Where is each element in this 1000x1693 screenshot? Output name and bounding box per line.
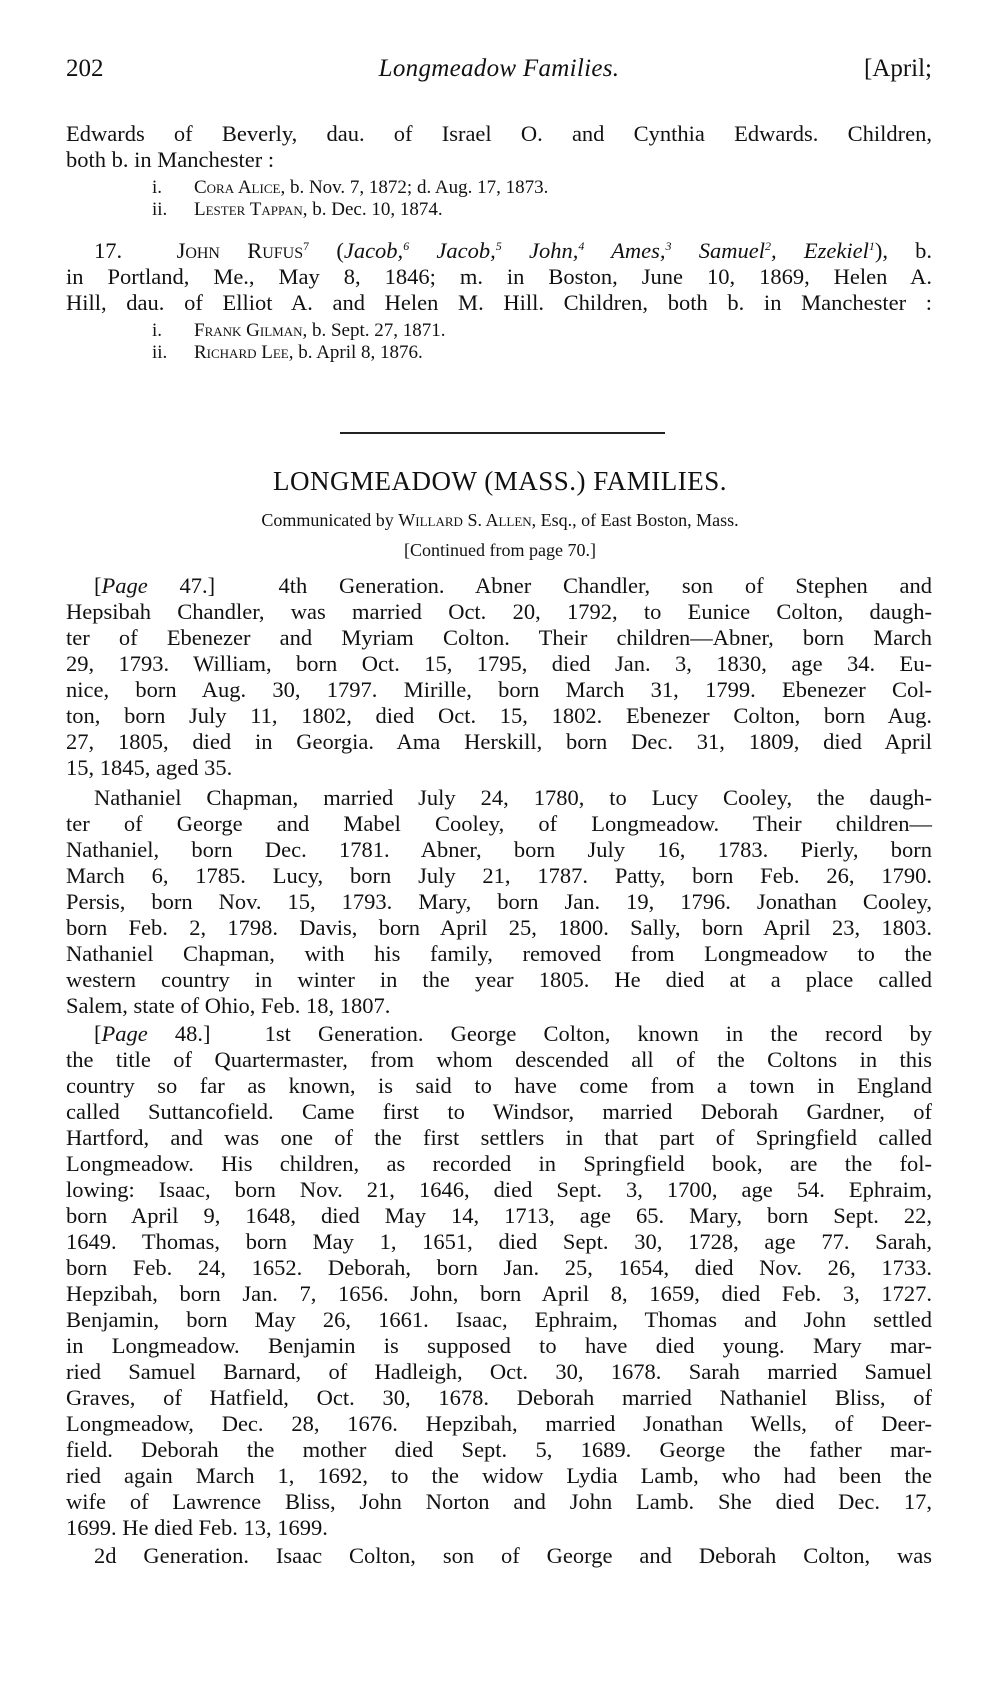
text-line: ton, born July 11, 1802, died Oct. 15, 1802. Ebenezer Colton, born Aug.	[66, 703, 932, 728]
text-line: in Longmeadow. Benjamin is supposed to have died young. Mary mar-	[66, 1333, 932, 1358]
lineage: Jacob,$^6$ Jacob,$^5$ John,$^4$ Ames,$^3$ Samuel$^2$, Ezekiel$^1$	[343, 238, 875, 263]
text-line: Nathaniel, born Dec. 1781. Abner, born July 16, 1783. Pierly, born	[66, 837, 932, 862]
text-line: nice, born Aug. 30, 1797. Mirille, born March 31, 1799. Ebenezer Col-	[66, 677, 932, 702]
section-divider	[340, 432, 665, 434]
text-line: wife of Lawrence Bliss, John Norton and John Lamb. She died Dec. 17,	[66, 1489, 932, 1514]
text-line: Hepzibah, born Jan. 7, 1656. John, born April 8, 1659, died Feb. 3, 1727.	[66, 1281, 932, 1306]
page-number: 202	[66, 55, 104, 82]
child-name: Cora Alice	[194, 177, 281, 198]
page-ref: Page	[101, 1021, 148, 1046]
text: ), b.	[874, 238, 933, 263]
text-line: ter of Ebenezer and Myriam Colton. Their children—Abner, born March	[66, 625, 932, 650]
text-line: Hartford, and was one of the first settlers in that part of Springfield called	[66, 1125, 932, 1150]
text-line: ried Samuel Barnard, of Hadleigh, Oct. 30, 1678. Sarah married Samuel	[66, 1359, 932, 1384]
paragraph-first-line: 2d Generation. Isaac Colton, son of George and Deborah Colton, was	[94, 1543, 932, 1568]
paragraph-first-line: Nathaniel Chapman, married July 24, 1780, to Lucy Cooley, the daugh-	[94, 785, 932, 810]
text-line: western country in winter in the year 1805. He died at a place called	[66, 967, 932, 992]
text-line: born April 9, 1648, died May 14, 1713, age 65. Mary, born Sept. 22,	[66, 1203, 932, 1228]
text-line: in Portland, Me., May 8, 1846; m. in Boston, June 10, 1869, Helen A.	[66, 264, 932, 289]
child-details: , b. Dec. 10, 1874.	[302, 199, 443, 220]
text-line: Longmeadow, Dec. 28, 1676. Hepzibah, married Jonathan Wells, of Deer-	[66, 1411, 932, 1436]
entry-name: John Rufus	[176, 238, 304, 263]
child-name: Lester Tappan	[194, 199, 303, 220]
child-name: Frank Gilman	[194, 320, 303, 341]
text-line: both b. in Manchester :	[66, 147, 275, 172]
generation-sup: 7	[303, 239, 310, 253]
child-details: , b. April 8, 1876.	[288, 342, 423, 363]
text-line: 1699. He died Feb. 13, 1699.	[66, 1515, 328, 1540]
child-details: , b. Sept. 27, 1871.	[302, 320, 446, 341]
text-line: Graves, of Hatfield, Oct. 30, 1678. Deborah married Nathaniel Bliss, of	[66, 1385, 932, 1410]
text-line: Hepsibah Chandler, was married Oct. 20, 1792, to Eunice Colton, daugh-	[66, 599, 932, 624]
entry-number: 17.	[94, 238, 123, 263]
text-line: Nathaniel Chapman, with his family, removed from Longmeadow to the	[66, 941, 932, 966]
paragraph-first-line: [Page 47.] 4th Generation. Abner Chandler, son of Stephen and	[94, 573, 933, 598]
text-line: 1649. Thomas, born May 1, 1651, died Sept. 30, 1728, age 77. Sarah,	[66, 1229, 932, 1254]
article-title: LONGMEADOW (MASS.) FAMILIES.	[272, 466, 727, 496]
continued-note: [Continued from page 70.]	[404, 540, 596, 560]
text-line: Longmeadow. His children, as recorded in Springfield book, are the fol-	[66, 1151, 932, 1176]
text-line: Benjamin, born May 26, 1661. Isaac, Ephraim, Thomas and John settled	[66, 1307, 932, 1332]
article-credit: Communicated by Willard S. Allen, Esq., of East Boston, Mass.	[261, 510, 739, 530]
entry-17-heading: 17. John Rufus$^7$ (Jacob,$^6$ Jacob,$^5$ John,$^4$ Ames,$^3$ Samuel$^2$, Ezekiel$^1$), b.	[94, 238, 933, 263]
child-number: ii.	[152, 342, 168, 363]
paragraph-first-line: [Page 48.] 1st Generation. George Colton, known in the record by	[94, 1021, 932, 1046]
text-line: country so far as known, is said to have come from a town in England	[66, 1073, 932, 1098]
text-line: Persis, born Nov. 15, 1793. Mary, born Jan. 19, 1796. Jonathan Cooley,	[66, 889, 932, 914]
running-title: Longmeadow Families.	[378, 55, 620, 82]
child-name: Richard Lee	[194, 342, 289, 363]
text-line: Edwards of Beverly, dau. of Israel O. and Cynthia Edwards. Children,	[66, 121, 932, 146]
child-number: i.	[152, 177, 163, 198]
page-ref: Page	[101, 573, 148, 598]
text-line: called Suttancofield. Came first to Windsor, married Deborah Gardner, of	[66, 1099, 932, 1124]
text-line: ried again March 1, 1692, to the widow Lydia Lamb, who had been the	[66, 1463, 932, 1488]
issue-month: [April;	[863, 55, 932, 82]
child-details: , b. Nov. 7, 1872; d. Aug. 17, 1873.	[280, 177, 549, 198]
text-line: the title of Quartermaster, from whom descended all of the Coltons in this	[66, 1047, 932, 1072]
text-line: ter of George and Mabel Cooley, of Longmeadow. Their children—	[66, 811, 932, 836]
child-number: i.	[152, 320, 163, 341]
text-line: Salem, state of Ohio, Feb. 18, 1807.	[66, 993, 391, 1018]
text-line: 15, 1845, aged 35.	[66, 755, 233, 780]
text-line: born Feb. 2, 1798. Davis, born April 25, 1800. Sally, born April 23, 1803.	[66, 915, 932, 940]
text-line: lowing: Isaac, born Nov. 21, 1646, died Sept. 3, 1700, age 54. Ephraim,	[66, 1177, 932, 1202]
text-line: 27, 1805, died in Georgia. Ama Herskill, born Dec. 31, 1809, died April	[66, 729, 932, 754]
text-line: born Feb. 24, 1652. Deborah, born Jan. 25, 1654, died Nov. 26, 1733.	[66, 1255, 932, 1280]
text-line: Hill, dau. of Elliot A. and Helen M. Hill. Children, both b. in Manchester :	[66, 290, 932, 315]
text-line: March 6, 1785. Lucy, born July 21, 1787. Patty, born Feb. 26, 1790.	[66, 863, 932, 888]
text-line: field. Deborah the mother died Sept. 5, 1689. George the father mar-	[66, 1437, 932, 1462]
author-name: Willard S. Allen	[398, 510, 532, 530]
text-line: 29, 1793. William, born Oct. 15, 1795, died Jan. 3, 1830, age 34. Eu-	[66, 651, 932, 676]
page-header	[66, 55, 932, 89]
child-number: ii.	[152, 199, 168, 220]
